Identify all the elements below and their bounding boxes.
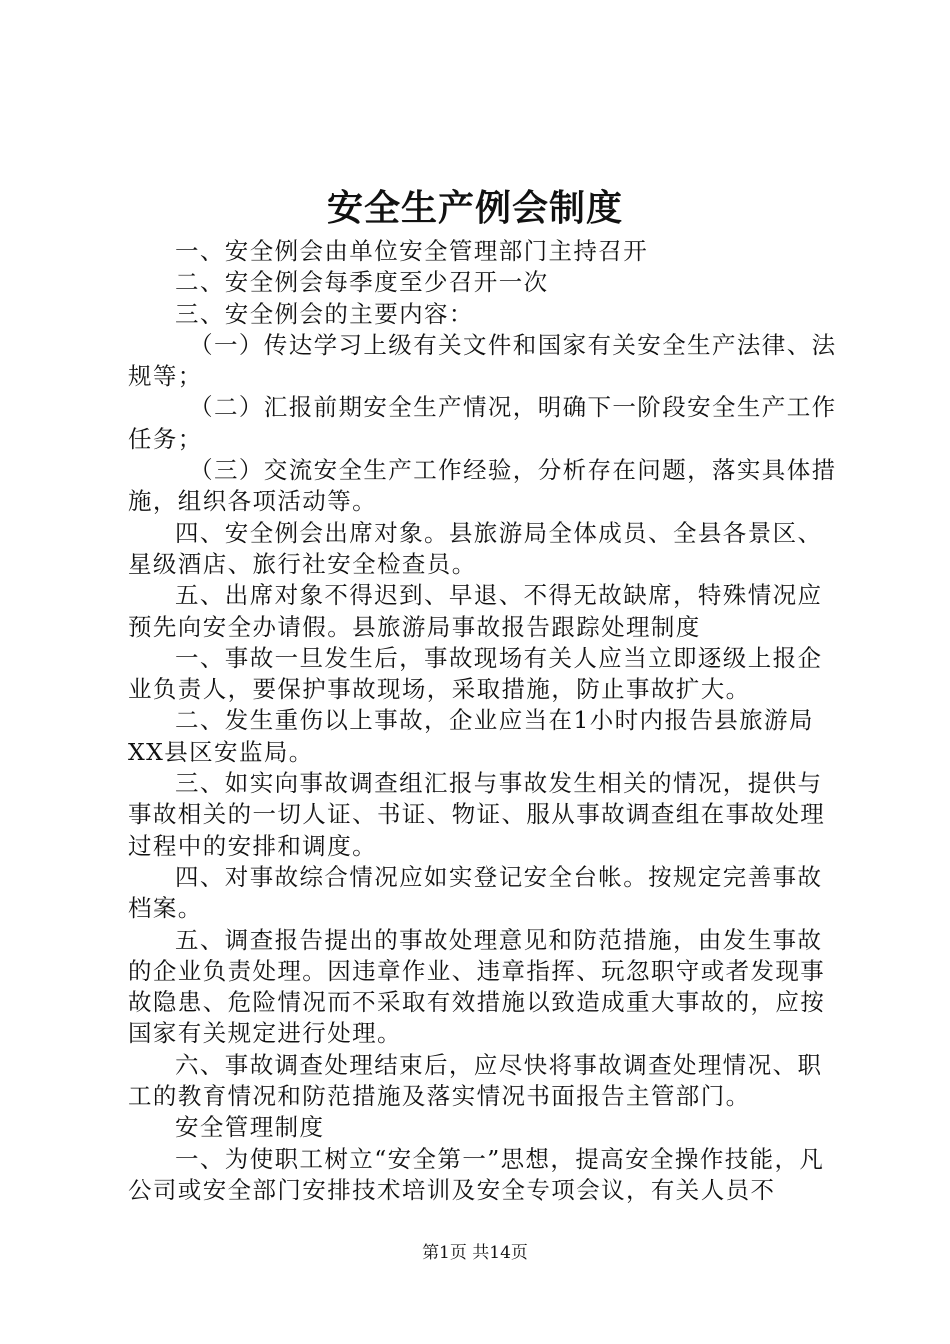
paragraph: 四、对事故综合情况应如实登记安全台帐。按规定完善事故档案。 — [128, 862, 823, 923]
paragraph: （一）传达学习上级有关文件和国家有关安全生产法律、法规等； — [128, 330, 837, 391]
document-body — [128, 236, 838, 1206]
paragraph: 五、调查报告提出的事故处理意见和防范措施，由发生事故的企业负责处理。因违章作业、违章指挥、玩忽职守或者发现事故隐患、危险情况而不采取有效措施以致造成重大事故的，应按国家有关规定进行处理。 — [128, 925, 826, 1048]
paragraph: 一、事故一旦发生后，事故现场有关人应当立即逐级上报企业负责人，要保护事故现场，采取措施，防止事故扩大。 — [128, 643, 823, 704]
paragraph: 一、为使职工树立“安全第一”思想，提高安全操作技能，凡公司或安全部门安排技术培训及安全专项会议，有关人员不 — [128, 1144, 825, 1204]
paragraph: 六、事故调查处理结束后，应尽快将事故调查处理情况、职工的教育情况和防范措施及落实情况书面报告主管部门。 — [128, 1050, 823, 1111]
paragraph: （三）交流安全生产工作经验，分析存在问题，落实具体措施，组织各项活动等。 — [128, 456, 837, 516]
paragraph: （二）汇报前期安全生产情况，明确下一阶段安全生产工作任务； — [128, 393, 837, 453]
paragraph: 五、出席对象不得迟到、早退、不得无故缺席，特殊情况应预先向安全办请假。县旅游局事故报告跟踪处理制度 — [128, 581, 823, 641]
document-title: 安全生产例会制度 — [326, 187, 623, 229]
paragraph: 三、如实向事故调查组汇报与事故发生相关的情况，提供与事故相关的一切人证、书证、物证、服从事故调查组在事故处理过程中的安排和调度。 — [128, 769, 826, 860]
paragraph: 一、安全例会由单位安全管理部门主持召开 — [175, 237, 649, 265]
page-footer: 第1页 共14页 — [422, 1243, 528, 1263]
paragraph: 三、安全例会的主要内容： — [175, 299, 474, 328]
section-heading: 安全管理制度 — [175, 1113, 325, 1142]
paragraph: 四、安全例会出席对象。县旅游局全体成员、全县各景区、星级酒店、旅行社安全检查员。 — [128, 518, 823, 578]
paragraph: 二、发生重伤以上事故，企业应当在1小时内报告县旅游局XX县区安监局。 — [128, 706, 814, 766]
paragraph: 二、安全例会每季度至少召开一次 — [175, 268, 549, 297]
